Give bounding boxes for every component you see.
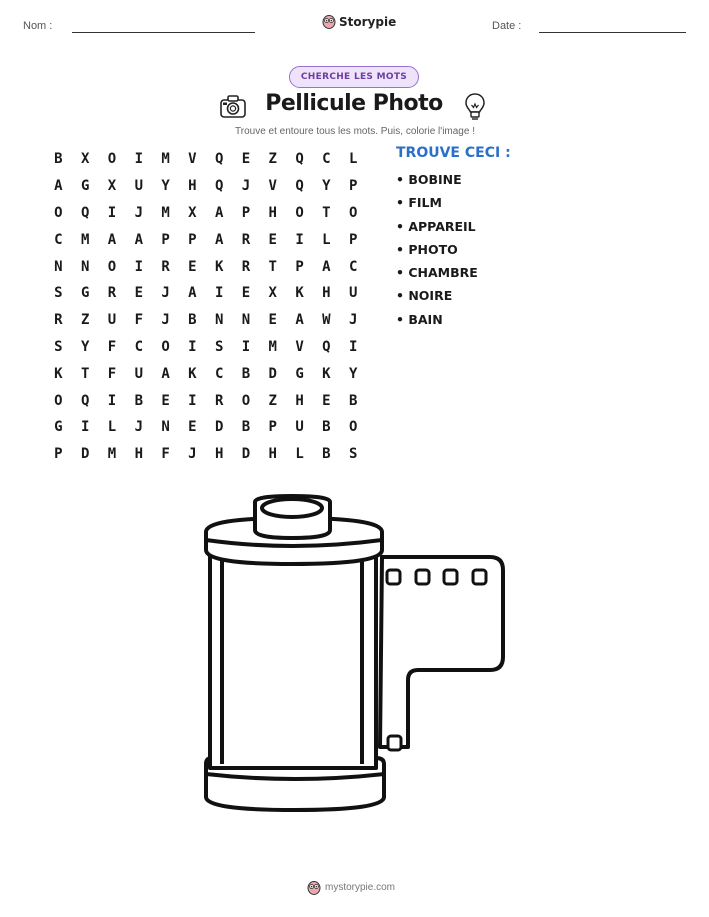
grid-letter[interactable]: U xyxy=(107,312,117,329)
grid-letter[interactable]: B xyxy=(241,419,251,436)
grid-letter[interactable]: U xyxy=(134,365,143,382)
grid-letter[interactable]: A xyxy=(214,204,224,221)
word-list xyxy=(396,170,478,333)
grid-letter[interactable]: T xyxy=(322,204,331,221)
grid-letter[interactable]: H xyxy=(295,392,304,409)
grid-letter[interactable]: E xyxy=(241,285,251,302)
grid-letter[interactable]: O xyxy=(54,392,63,409)
activity-badge: CHERCHE LES MOTS xyxy=(289,66,419,88)
grid-letter[interactable]: A xyxy=(107,231,117,248)
grid-letter[interactable]: B xyxy=(134,392,143,409)
date-field-line[interactable] xyxy=(539,32,686,33)
grid-letter[interactable]: S xyxy=(348,446,358,463)
grid-letter[interactable]: R xyxy=(54,312,63,329)
grid-letter[interactable]: X xyxy=(80,151,90,168)
grid-letter[interactable]: S xyxy=(54,338,63,355)
grid-letter[interactable]: V xyxy=(268,178,277,195)
camera-icon xyxy=(219,93,247,121)
grid-letter[interactable]: M xyxy=(268,338,277,355)
grid-letter[interactable]: K xyxy=(322,365,331,382)
grid-letter[interactable]: K xyxy=(54,365,63,382)
grid-letter[interactable]: C xyxy=(214,365,224,382)
word-item: • PHOTO xyxy=(396,241,458,257)
grid-letter[interactable]: C xyxy=(134,338,143,355)
grid-letter[interactable]: T xyxy=(80,365,90,382)
grid-letter[interactable]: E xyxy=(268,312,277,329)
grid-letter[interactable]: X xyxy=(188,204,197,221)
grid-letter[interactable]: G xyxy=(295,365,304,382)
grid-letter[interactable]: N xyxy=(54,258,63,275)
grid-letter[interactable]: K xyxy=(295,285,304,302)
page-title: Pellicule Photo xyxy=(265,91,443,116)
grid-letter[interactable]: J xyxy=(348,312,358,329)
film-canister-icon[interactable] xyxy=(200,492,510,812)
grid-letter[interactable]: Q xyxy=(214,178,224,195)
grid-letter[interactable]: Y xyxy=(161,178,170,195)
grid-letter[interactable]: A xyxy=(134,231,143,248)
grid-letter[interactable]: L xyxy=(107,419,117,436)
owl-mascot-icon xyxy=(307,880,321,895)
grid-letter[interactable]: I xyxy=(80,419,90,436)
grid-letter[interactable]: B xyxy=(241,365,251,382)
grid-letter[interactable]: P xyxy=(348,231,358,248)
grid-letter[interactable]: H xyxy=(322,285,331,302)
grid-letter[interactable]: D xyxy=(241,446,251,463)
grid-letter[interactable]: F xyxy=(107,365,117,382)
grid-letter[interactable]: O xyxy=(107,151,117,168)
grid-letter[interactable]: D xyxy=(268,365,277,382)
grid-letter[interactable]: O xyxy=(107,258,117,275)
grid-letter[interactable]: Q xyxy=(322,338,331,355)
grid-letter[interactable]: I xyxy=(295,231,304,248)
grid-letter[interactable]: V xyxy=(188,151,197,168)
grid-letter[interactable]: I xyxy=(188,392,197,409)
grid-letter[interactable]: D xyxy=(214,419,224,436)
grid-letter[interactable]: A xyxy=(214,231,224,248)
grid-letter[interactable]: U xyxy=(134,178,143,195)
grid-letter[interactable]: I xyxy=(348,338,358,355)
grid-letter[interactable]: U xyxy=(295,419,304,436)
grid-letter[interactable]: L xyxy=(295,446,304,463)
grid-letter[interactable]: O xyxy=(348,204,358,221)
brand-name: Storypie xyxy=(339,14,397,29)
grid-letter[interactable]: I xyxy=(107,392,117,409)
grid-letter[interactable]: I xyxy=(188,338,197,355)
grid-letter[interactable]: E xyxy=(161,392,170,409)
name-label: Nom : xyxy=(23,20,53,32)
grid-letter[interactable]: B xyxy=(54,151,63,168)
grid-letter[interactable]: Q xyxy=(80,392,90,409)
grid-letter[interactable]: E xyxy=(241,151,251,168)
grid-letter[interactable]: C xyxy=(54,231,63,248)
grid-letter[interactable]: H xyxy=(268,204,277,221)
grid-letter[interactable]: P xyxy=(161,231,170,248)
grid-letter[interactable]: D xyxy=(80,446,90,463)
word-item: • CHAMBRE xyxy=(396,265,478,281)
grid-letter[interactable]: Q xyxy=(214,151,224,168)
grid-letter[interactable]: B xyxy=(322,446,331,463)
word-list-title: TROUVE CECI : xyxy=(396,145,511,161)
grid-letter[interactable]: R xyxy=(161,258,170,275)
word-search-grid[interactable] xyxy=(45,146,367,468)
grid-letter[interactable]: A xyxy=(54,178,63,195)
grid-letter[interactable]: F xyxy=(161,446,170,463)
grid-letter[interactable]: R xyxy=(241,231,251,248)
grid-letter[interactable]: J xyxy=(161,285,170,302)
grid-letter[interactable]: E xyxy=(188,258,197,275)
grid-letter[interactable]: C xyxy=(322,151,331,168)
grid-letter[interactable]: C xyxy=(348,258,358,275)
word-item: • BAIN xyxy=(396,311,443,327)
grid-letter[interactable]: K xyxy=(188,365,197,382)
grid-letter[interactable]: I xyxy=(107,204,117,221)
grid-letter[interactable]: N xyxy=(214,312,224,329)
grid-letter[interactable]: H xyxy=(214,446,224,463)
grid-letter[interactable]: P xyxy=(348,178,358,195)
grid-letter[interactable]: V xyxy=(295,338,304,355)
grid-letter[interactable]: E xyxy=(188,419,197,436)
grid-letter[interactable]: M xyxy=(80,231,90,248)
word-item: • APPAREIL xyxy=(396,218,476,234)
grid-letter[interactable]: Q xyxy=(295,151,304,168)
grid-letter[interactable]: K xyxy=(214,258,224,275)
grid-letter[interactable]: P xyxy=(188,231,197,248)
grid-letter[interactable]: G xyxy=(80,178,90,195)
grid-letter[interactable]: Z xyxy=(268,151,277,168)
grid-letter[interactable]: B xyxy=(188,312,197,329)
grid-letter[interactable]: E xyxy=(134,285,143,302)
word-item: • FILM xyxy=(396,195,442,211)
grid-letter[interactable]: E xyxy=(268,231,277,248)
grid-letter[interactable]: I xyxy=(241,338,251,355)
grid-letter[interactable]: X xyxy=(107,178,117,195)
grid-letter[interactable]: P xyxy=(241,204,251,221)
grid-letter[interactable]: J xyxy=(188,446,197,463)
grid-letter[interactable]: O xyxy=(54,204,63,221)
grid-letter[interactable]: Y xyxy=(80,338,90,355)
grid-letter[interactable]: O xyxy=(295,204,304,221)
grid-letter[interactable]: Q xyxy=(80,204,90,221)
grid-letter[interactable]: Y xyxy=(348,365,358,382)
grid-letter[interactable]: R xyxy=(107,285,117,302)
grid-letter[interactable]: J xyxy=(241,178,251,195)
grid-letter[interactable]: N xyxy=(161,419,170,436)
grid-letter[interactable]: M xyxy=(161,151,170,168)
grid-letter[interactable]: B xyxy=(322,419,331,436)
grid-letter[interactable]: L xyxy=(322,231,331,248)
footer-url[interactable]: mystorypie.com xyxy=(325,882,396,893)
grid-letter[interactable]: I xyxy=(134,258,143,275)
grid-letter[interactable]: O xyxy=(241,392,251,409)
owl-mascot-icon xyxy=(322,14,336,29)
word-item: • BOBINE xyxy=(396,172,462,187)
grid-letter[interactable]: U xyxy=(348,285,358,302)
grid-letter[interactable]: F xyxy=(134,312,143,329)
grid-letter[interactable]: Z xyxy=(80,312,90,329)
brand-logo xyxy=(322,14,396,29)
lightbulb-icon xyxy=(462,91,488,123)
grid-letter[interactable]: J xyxy=(134,204,143,221)
grid-letter[interactable]: G xyxy=(80,285,90,302)
grid-letter[interactable]: A xyxy=(322,258,331,275)
grid-letter[interactable]: M xyxy=(107,446,117,463)
grid-letter[interactable]: A xyxy=(295,312,304,329)
grid-letter[interactable]: H xyxy=(188,178,197,195)
grid-letter[interactable]: S xyxy=(54,285,63,302)
grid-letter[interactable]: T xyxy=(268,258,277,275)
grid-letter[interactable]: M xyxy=(161,204,170,221)
grid-letter[interactable]: J xyxy=(134,419,143,436)
footer xyxy=(307,880,395,895)
grid-letter[interactable]: A xyxy=(188,285,197,302)
grid-letter[interactable]: P xyxy=(54,446,63,463)
grid-letter[interactable]: S xyxy=(214,338,224,355)
grid-letter[interactable]: F xyxy=(107,338,117,355)
grid-letter[interactable]: R xyxy=(214,392,224,409)
grid-letter[interactable]: A xyxy=(161,365,170,382)
grid-letter[interactable]: X xyxy=(268,285,277,302)
grid-letter[interactable]: O xyxy=(161,338,170,355)
grid-letter[interactable]: R xyxy=(241,258,251,275)
grid-letter[interactable]: G xyxy=(54,419,63,436)
grid-letter[interactable]: I xyxy=(134,151,143,168)
grid-letter[interactable]: W xyxy=(322,312,331,329)
grid-letter[interactable]: N xyxy=(80,258,90,275)
date-label: Date : xyxy=(492,20,522,32)
grid-letter[interactable]: I xyxy=(214,285,224,302)
grid-letter[interactable]: Z xyxy=(268,392,277,409)
grid-letter[interactable]: J xyxy=(161,312,170,329)
grid-letter[interactable]: L xyxy=(348,151,358,168)
grid-letter[interactable]: N xyxy=(241,312,251,329)
grid-letter[interactable]: H xyxy=(268,446,277,463)
grid-letter[interactable]: H xyxy=(134,446,143,463)
word-item: • NOIRE xyxy=(396,288,453,304)
grid-letter[interactable]: E xyxy=(322,392,331,409)
grid-letter[interactable]: Q xyxy=(295,178,304,195)
name-field-line[interactable] xyxy=(72,32,255,33)
grid-letter[interactable]: P xyxy=(268,419,277,436)
grid-letter[interactable]: Y xyxy=(322,178,331,195)
instructions: Trouve et entoure tous les mots. Puis, colorie l'image ! xyxy=(235,126,475,137)
grid-letter[interactable]: P xyxy=(295,258,304,275)
grid-letter[interactable]: O xyxy=(348,419,358,436)
grid-letter[interactable]: B xyxy=(348,392,358,409)
